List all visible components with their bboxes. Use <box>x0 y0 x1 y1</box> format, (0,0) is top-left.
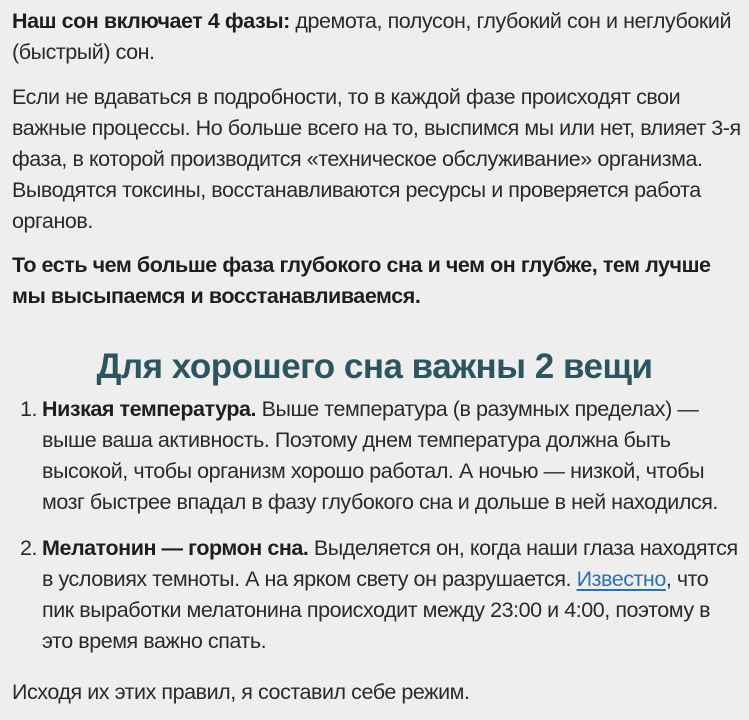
list-item <box>20 394 742 518</box>
list-item <box>20 533 742 657</box>
list-item-number: 1. <box>20 397 38 421</box>
tips-list-item-1 <box>20 394 742 518</box>
intro-text: дремота, полусон, глубокий сон и неглубокий (быстрый) сон. <box>12 9 732 64</box>
conclusion-paragraph: То есть чем больше фаза глубокого сна и чем он глубже, тем лучше мы высыпаемся и восстанавливаемся. <box>12 253 711 308</box>
source-link[interactable]: Известно <box>576 567 666 591</box>
list-item-title: Низкая температура. <box>42 397 257 421</box>
section-heading: Для хорошего сна важны 2 вещи <box>96 347 653 386</box>
list-item-number: 2. <box>20 536 38 560</box>
list-item-title: Мелатонин — гормон сна. <box>42 536 309 560</box>
list-item-text: Выделяется он, когда наши глаза находятся в условиях темноты. А на ярком свету он разрушается. <box>42 536 738 591</box>
intro-lead: Наш сон включает 4 фазы: <box>12 9 290 33</box>
details-paragraph: Если не вдаваться в подробности, то в каждой фазе происходят свои важные процессы. Но больше всего на то, выспимся мы или нет, влияет 3-я фаза, в которой производится «техническое обслуживание» организма. Выводятся токсины, восстанавливаются ресурсы и проверяется работа органов. <box>12 85 741 233</box>
footer-paragraph: Исходя их этих правил, я составил себе режим. <box>12 680 470 704</box>
list-item-text: Выше температура (в разумных пределах) — выше ваша активность. Поэтому днем температура должна быть высокой, чтобы организм хорошо работал. А ночью — низкой, чтобы мозг быстрее впадал в фазу глубокого сна и дольше в ней находился. <box>42 397 718 514</box>
list-item-text-after: , что пик выработки мелатонина происходит между 23:00 и 4:00, поэтому в это время важно спать. <box>42 567 711 653</box>
intro-paragraph <box>12 6 742 68</box>
tips-list-item-2 <box>20 533 742 657</box>
